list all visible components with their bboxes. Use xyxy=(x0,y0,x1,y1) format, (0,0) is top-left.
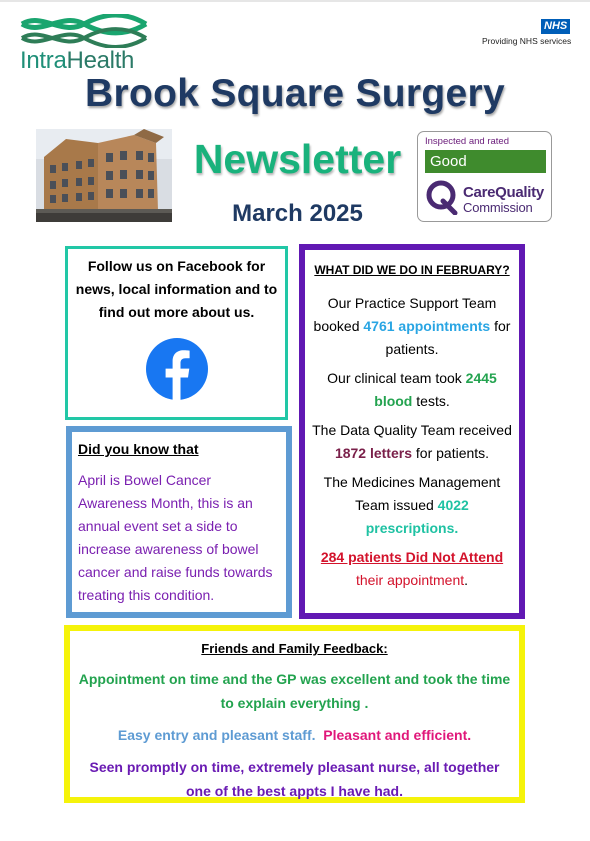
newsletter-date: March 2025 xyxy=(232,200,363,227)
cqc-name-line1: CareQuality xyxy=(463,184,544,201)
logo-part-intra: Intra xyxy=(20,47,67,74)
cqc-inspected-label: Inspected and rated xyxy=(425,136,509,147)
newsletter-heading: Newsletter xyxy=(193,136,402,182)
logo-part-health: Health xyxy=(66,47,135,74)
stat-letters: The Data Quality Team received 1872 letters for patients. xyxy=(312,422,512,461)
february-stats-panel xyxy=(299,244,525,619)
did-you-know-body: April is Bowel Cancer Awareness Month, this is an annual event set a side to increase awareness of bowel cancer and raise funds towards treating this condition. xyxy=(78,472,273,603)
did-you-know-title: Did you know that xyxy=(78,441,199,457)
facebook-icon[interactable] xyxy=(145,337,209,401)
february-heading: WHAT DID WE DO IN FEBRUARY? xyxy=(314,263,510,277)
feedback-heading: Friends and Family Feedback: xyxy=(201,641,388,656)
cqc-name-line2: Commission xyxy=(463,200,533,215)
stat-prescriptions: The Medicines Management Team issued 4022 prescriptions. xyxy=(323,474,501,536)
page-title: Brook Square Surgery xyxy=(85,72,505,115)
cqc-rating-badge xyxy=(417,131,552,222)
top-divider xyxy=(0,0,590,2)
logo-waves-icon xyxy=(20,14,148,48)
did-you-know-panel xyxy=(66,426,292,618)
feedback-quote-1: Appointment on time and the GP was excellent and took the time to explain everything . xyxy=(78,671,511,711)
feedback-quote-2-3 xyxy=(70,723,519,747)
facebook-panel xyxy=(65,246,288,420)
logo-wordmark xyxy=(20,47,134,75)
nhs-badge: NHS xyxy=(541,19,570,34)
stat-dna: 284 patients Did Not Attend their appointment. xyxy=(320,549,504,588)
stat-blood-tests: Our clinical team took 2445 blood tests. xyxy=(327,370,497,409)
feedback-quote-4: Seen promptly on time, extremely pleasant nurse, all together one of the best appts I have had. xyxy=(89,759,500,799)
feedback-quote-2: Easy entry and pleasant staff. xyxy=(117,727,316,743)
stat-appointments: Our Practice Support Team booked 4761 appointments for patients. xyxy=(313,295,511,357)
cqc-q-icon xyxy=(425,179,459,215)
feedback-panel xyxy=(64,625,525,803)
intrahealth-logo xyxy=(20,14,150,72)
building-photo xyxy=(36,129,172,222)
nhs-services-text: Providing NHS services xyxy=(482,36,572,46)
facebook-text: Follow us on Facebook for news, local information and to find out more about us. xyxy=(75,258,278,320)
feedback-quote-3: Pleasant and efficient. xyxy=(323,727,472,743)
cqc-rating-value: Good xyxy=(425,150,546,173)
